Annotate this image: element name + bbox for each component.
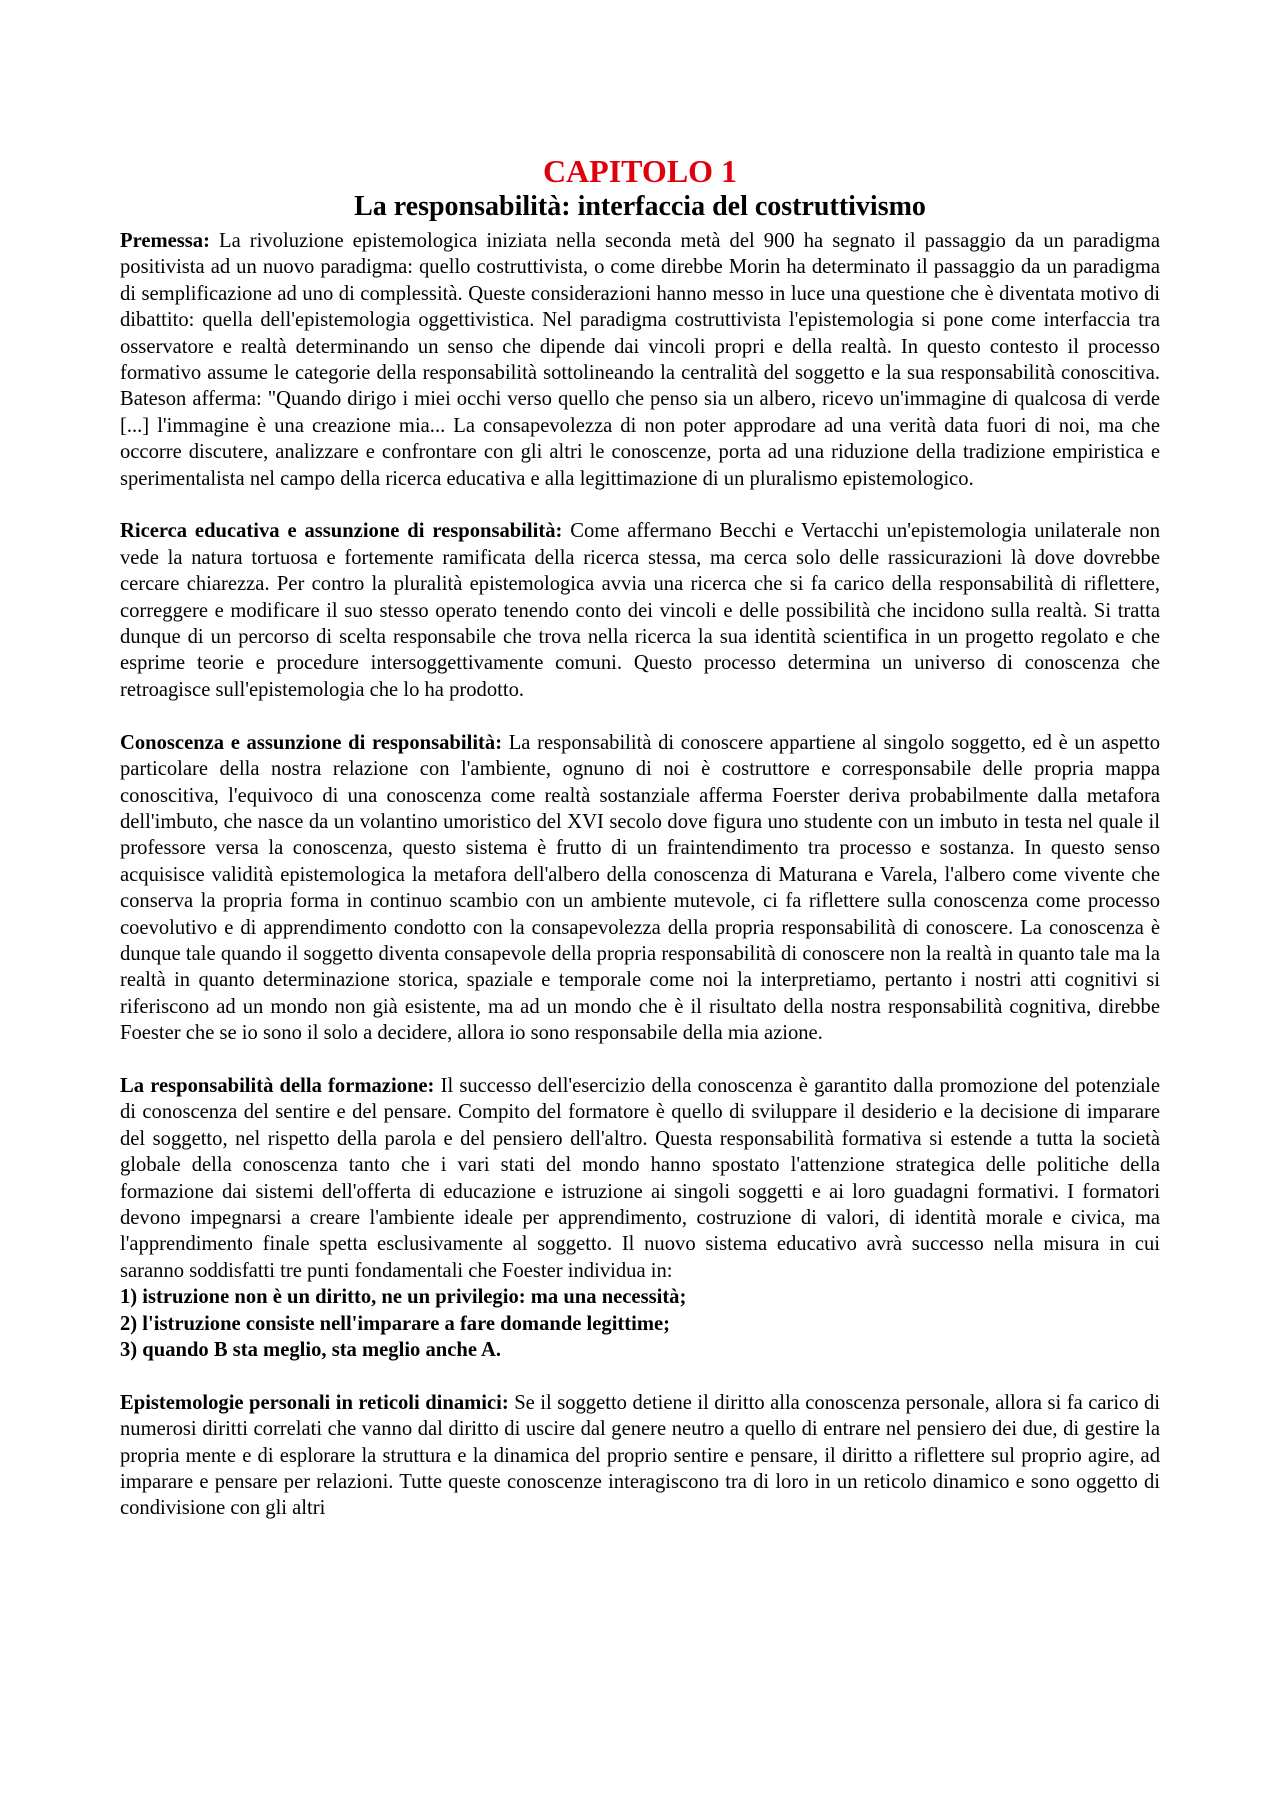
section-heading: Ricerca educativa e assunzione di responsabilità: (120, 520, 563, 543)
chapter-subtitle: La responsabilità: interfaccia del costruttivismo (354, 191, 926, 222)
section-heading: Epistemologie personali in reticoli dinamici: (120, 1391, 509, 1414)
section-ricerca-educativa (120, 518, 1160, 703)
section-epistemologie-personali (120, 1390, 1160, 1522)
section-body: La rivoluzione epistemologica iniziata nella seconda metà del 900 ha segnato il passaggio da un paradigma positivista ad un nuovo paradigma: quello costruttivista, o come direbbe Morin ha determinato il passaggio da un paradigma di semplificazione ad uno di complessità. Queste considerazioni hanno messo in luce una questione che è diventata motivo di dibattito: quella dell'epistemologia oggettivistica. Nel paradigma costruttivista l'epistemologia si pone come interfaccia tra osservatore e realtà determinando un senso che dipende dai vincoli propri e della realtà. In questo contesto il processo formativo assume le categorie della responsabilità sottolineando la centralità del soggetto e la sua responsabilità conoscitiva. Bateson afferma: "Quando dirigo i miei occhi verso quello che penso sia un albero, ricevo un'immagine di qualcosa di verde [...] l'immagine è una creazione mia... La consapevolezza di non poter approdare ad una verità data fuori di noi, ma che occorre discutere, analizzare e confrontare con gli altri le conoscenze, porta ad una riduzione della tradizione empiristica e sperimentalista nel campo della ricerca educativa e alla legittimazione di un pluralismo epistemologico. (120, 230, 1160, 490)
section-heading: La responsabilità della formazione: (120, 1074, 435, 1097)
section-body: Il successo dell'esercizio della conoscenza è garantito dalla promozione del potenziale di conoscenza del sentire e del pensare. Compito del formatore è quello di sviluppare il desiderio e la decisione di imparare del soggetto, nel rispetto della parola e del pensiero dell'altro. Questa responsabilità formativa si estende a tutta la società globale della conoscenza tanto che i vari stati del mondo hanno spostato l'attenzione strategica delle politiche della formazione dai sistemi dell'offerta di educazione e istruzione ai singoli soggetti e ai loro guadagni formativi. I formatori devono impegnarsi a creare l'ambiente ideale per apprendimento, costruzione di valori, di identità morale e civica, ma l'apprendimento finale spetta esclusivamente al soggetto. Il nuovo sistema educativo avrà successo nella misura in cui saranno soddisfatti tre punti fondamentali che Foester individua in: (120, 1074, 1160, 1282)
foester-points-list (120, 1284, 1160, 1363)
section-premessa (120, 228, 1160, 492)
section-body: Se il soggetto detiene il diritto alla conoscenza personale, allora si fa carico di numerosi diritti correlati che vanno dal diritto di uscire dal genere neutro a quello di entrare nel pensiero dei due, di gestire la propria mente e di esplorare la struttura e la dinamica del proprio sentire e pensare, il diritto a riflettere sul proprio agire, ad imparare e pensare per relazioni. Tutte queste conoscenze interagiscono tra di loro in un reticolo dinamico e sono oggetto di condivisione con gli altri (120, 1391, 1160, 1520)
section-body: Come affermano Becchi e Vertacchi un'epistemologia unilaterale non vede la natura tortuosa e fortemente ramificata della ricerca stessa, ma cerca solo delle rassicurazioni là dove dovrebbe cercare chiarezza. Per contro la pluralità epistemologica avvia una ricerca che si fa carico della responsabilità di riflettere, correggere e modificare il suo stesso operato tenendo conto dei vincoli e delle possibilità che incidono sulla realtà. Si tratta dunque di un percorso di scelta responsabile che trova nella ricerca la sua identità scientifica in un progetto regolato e che esprime teorie e procedure intersoggettivamente comuni. Questo processo determina un universo di conoscenza che retroagisce sull'epistemologia che lo ha prodotto. (120, 520, 1160, 701)
section-conoscenza (120, 730, 1160, 1047)
section-heading: Premessa: (120, 230, 210, 252)
chapter-title: CAPITOLO 1 (542, 153, 738, 189)
section-body: La responsabilità di conoscere appartiene al singolo soggetto, ed è un aspetto particolare della nostra relazione con l'ambiente, ognuno di noi è costruttore e corresponsabile delle propria mappa conoscitiva, l'equivoco di una conoscenza come realtà sostanziale afferma Foerster deriva probabilmente dalla metafora dell'imbuto, che nasce da un volantino umoristico del XVI secolo dove figura uno studente con un imbuto in testa nel quale il professore versa la conoscenza, questo sistema è frutto di un fraintendimento tra processo e sostanza. In questo senso acquisisce validità epistemologica la metafora dell'albero della conoscenza di Maturana e Varela, l'albero come vivente che conserva la propria forma in continuo scambio con un ambiente mutevole, ci fa riflettere sulla conoscenza come processo coevolutivo e di apprendimento condotto con la consapevolezza della propria responsabilità di conoscere. La conoscenza è dunque tale quando il soggetto diventa consapevole della propria responsabilità di conoscere non la realtà in quanto tale ma la realtà in quanto determinazione storica, spaziale e temporale come noi la interpretiamo, pertanto i nostri atti cognitivi si riferiscono ad un mondo non già esistente, ma ad un mondo che è il risultato della nostra responsabilità cognitiva, direbbe Foester che se io sono il solo a decidere, allora io sono responsabile della mia azione. (120, 731, 1160, 1045)
list-item: 2) l'istruzione consiste nell'imparare a fare domande legittime; (120, 1312, 671, 1335)
section-heading: Conoscenza e assunzione di responsabilità: (120, 731, 503, 754)
section-formazione (120, 1073, 1160, 1284)
list-item: 3) quando B sta meglio, sta meglio anche A. (120, 1339, 502, 1362)
list-item: 1) istruzione non è un diritto, ne un privilegio: ma una necessità; (120, 1286, 687, 1309)
